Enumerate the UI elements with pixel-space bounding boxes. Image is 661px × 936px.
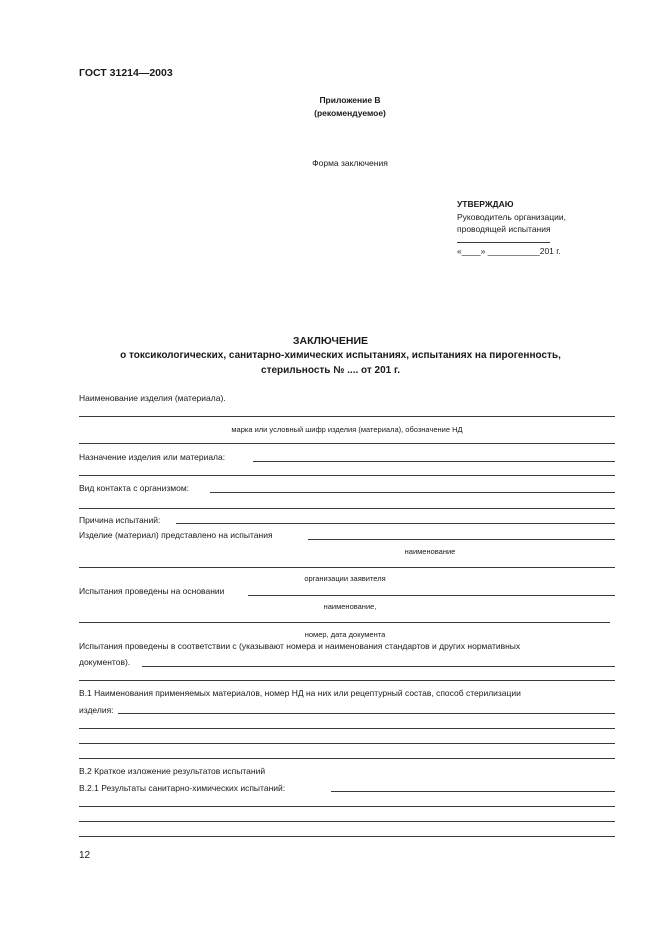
purpose-line: [253, 461, 615, 462]
section-b1-line-2: изделия:: [79, 705, 114, 715]
b21-line-4: [79, 836, 615, 837]
product-name-line-2: [79, 443, 615, 444]
contact-line-2: [79, 508, 615, 509]
b21-line-3: [79, 821, 615, 822]
basis-line: [248, 595, 615, 596]
document-line: [79, 622, 610, 623]
b21-line-2: [79, 806, 615, 807]
approval-line-1: Руководитель организации,: [457, 212, 567, 222]
caption-document: номер, дата документа: [304, 630, 386, 639]
applicant-line: [79, 567, 615, 568]
reason-label: Причина испытаний:: [79, 515, 161, 525]
section-b1-line-1: В.1 Наименования применяемых материалов, номер НД на них или рецептурный состав, способ стерилизации: [79, 688, 521, 698]
caption-name: наименование: [404, 547, 456, 556]
b21-line: [331, 791, 615, 792]
approval-line-2: проводящей испытания: [457, 224, 551, 234]
b1-line-2: [79, 728, 615, 729]
purpose-label: Назначение изделия или материала:: [79, 452, 226, 462]
signature-line: [457, 242, 550, 243]
basis-label: Испытания проведены на основании: [79, 586, 225, 596]
conclusion-title: ЗАКЛЮЧЕНИЕ: [292, 335, 369, 347]
product-name-line: [79, 416, 615, 417]
appendix-title: Приложение В: [319, 95, 381, 105]
reason-line: [176, 523, 615, 524]
product-name-label: Наименование изделия (материала).: [79, 393, 226, 403]
appendix-status: (рекомендуемое): [314, 108, 386, 118]
form-name: Форма заключения: [312, 158, 388, 168]
accordance-line: [142, 666, 615, 667]
approval-title: УТВЕРЖДАЮ: [457, 199, 514, 209]
accordance-line-1: Испытания проведены в соответствии с (указывают номера и наименования стандартов и других нормативных: [79, 641, 521, 651]
submitted-line: [308, 539, 615, 540]
caption-applicant: организации заявителя: [304, 574, 386, 583]
product-name-caption: марка или условный шифр изделия (материала), обозначение НД: [231, 425, 463, 434]
caption-name-2: наименование,: [323, 602, 377, 611]
contact-line: [210, 492, 615, 493]
page-number: 12: [79, 850, 91, 861]
submitted-label: Изделие (материал) представлено на испытания: [79, 530, 273, 540]
conclusion-subtitle-2: стерильность № .... от 201 г.: [261, 365, 400, 376]
conclusion-subtitle-1: о токсикологических, санитарно-химических испытаниях, испытаниях на пирогенность,: [120, 350, 561, 361]
purpose-line-2: [79, 475, 615, 476]
b1-line-4: [79, 758, 615, 759]
accordance-line-2: документов).: [79, 657, 131, 667]
b1-line-3: [79, 743, 615, 744]
b1-line: [118, 713, 615, 714]
section-b2: В.2 Краткое изложение результатов испытаний: [79, 766, 266, 776]
accordance-line-3: [79, 680, 615, 681]
approval-date-line: «____» ___________201 г.: [457, 246, 561, 256]
standard-header: ГОСТ 31214—2003: [79, 67, 173, 79]
section-b21: В.2.1 Результаты санитарно-химических испытаний:: [79, 783, 286, 793]
contact-label: Вид контакта с организмом:: [79, 483, 190, 493]
